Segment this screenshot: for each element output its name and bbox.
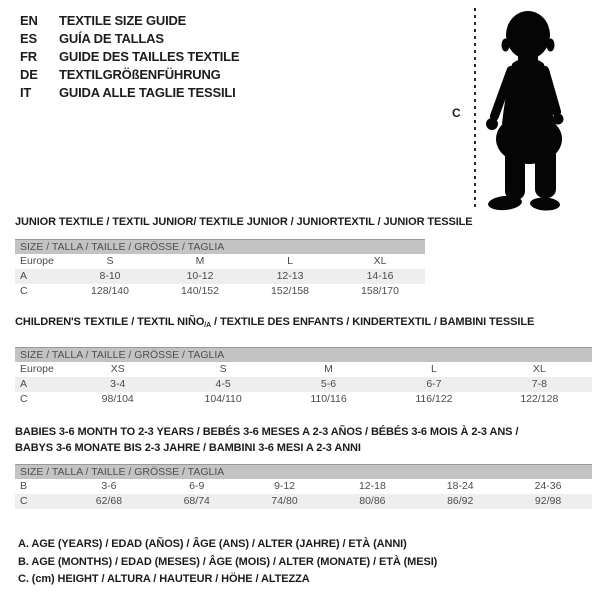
language-code: IT bbox=[20, 85, 32, 100]
age-cell: 3-4 bbox=[110, 378, 126, 390]
height-cell: 140/152 bbox=[181, 285, 219, 297]
height-cell: 158/170 bbox=[361, 285, 399, 297]
age-cell: 14-16 bbox=[366, 270, 394, 282]
height-cell: 116/122 bbox=[415, 393, 453, 405]
size-cell: XL bbox=[532, 363, 546, 375]
height-cell: 110/116 bbox=[310, 393, 347, 405]
language-label: TEXTILE SIZE GUIDE bbox=[59, 13, 187, 28]
language-code: DE bbox=[20, 67, 38, 82]
age-cell: 24-36 bbox=[534, 480, 562, 492]
language-row bbox=[20, 48, 239, 66]
size-table-header: SIZE / TALLA / TAILLE / GRÖSSE / TAGLIA bbox=[15, 239, 425, 254]
age-cell: 10-12 bbox=[186, 270, 214, 282]
row-label: Europe bbox=[20, 363, 54, 375]
language-label: GUIDA ALLE TAGLIE TESSILI bbox=[59, 85, 236, 100]
table-row-height bbox=[15, 284, 425, 299]
toddler-silhouette-icon bbox=[483, 8, 580, 212]
height-cell: 122/128 bbox=[520, 393, 559, 405]
age-cell: 5-6 bbox=[320, 378, 337, 390]
babies-section-title-line2: BABYS 3-6 MONATE BIS 2-3 JAHRE / BAMBINI 3-6 MESI A 2-3 ANNI bbox=[15, 442, 361, 454]
height-cell: 128/140 bbox=[91, 285, 129, 297]
size-cell: S bbox=[219, 363, 227, 375]
age-cell: 12-18 bbox=[358, 480, 386, 492]
language-code: FR bbox=[20, 49, 37, 64]
height-cell: 98/104 bbox=[101, 393, 134, 405]
age-cell: 4-5 bbox=[215, 378, 231, 390]
size-table-header: SIZE / TALLA / TAILLE / GRÖSSE / TAGLIA bbox=[15, 464, 592, 479]
height-cell: 80/86 bbox=[359, 495, 386, 507]
age-cell: 8-10 bbox=[99, 270, 121, 282]
language-label: GUÍA DE TALLAS bbox=[59, 31, 164, 46]
language-header bbox=[20, 12, 239, 102]
row-label: A bbox=[20, 270, 28, 282]
table-row-age bbox=[15, 377, 592, 392]
junior-section-title: JUNIOR TEXTILE / TEXTIL JUNIOR/ TEXTILE JUNIOR / JUNIORTEXTIL / JUNIOR TESSILE bbox=[15, 216, 473, 228]
height-cell: 68/74 bbox=[183, 495, 210, 507]
height-cell: 74/80 bbox=[271, 495, 298, 507]
height-cell: 92/98 bbox=[534, 495, 562, 507]
height-measure-dotted-line bbox=[474, 8, 476, 211]
table-row-europe bbox=[15, 362, 592, 377]
children-title-subscript: /A bbox=[204, 322, 212, 329]
table-row-height bbox=[15, 392, 592, 407]
size-cell: M bbox=[324, 363, 333, 375]
measurement-legend bbox=[18, 536, 437, 589]
children-title-pre: CHILDREN'S TEXTILE / TEXTIL NIÑO bbox=[15, 316, 205, 328]
size-cell: L bbox=[287, 255, 293, 267]
height-cell: 152/158 bbox=[271, 285, 309, 297]
height-cell: 104/110 bbox=[204, 393, 242, 405]
row-label: B bbox=[20, 480, 28, 492]
children-section-title bbox=[15, 316, 534, 329]
language-label: GUIDE DES TAILLES TEXTILE bbox=[59, 49, 240, 64]
language-row bbox=[20, 66, 239, 84]
size-cell: S bbox=[106, 255, 114, 267]
table-row-age bbox=[15, 269, 425, 284]
age-cell: 6-9 bbox=[189, 480, 205, 492]
table-row-height bbox=[15, 494, 592, 509]
age-cell: 9-12 bbox=[274, 480, 296, 492]
babies-section-title-line1: BABIES 3-6 MONTH TO 2-3 YEARS / BEBÉS 3-6 MESES A 2-3 AÑOS / BÉBÉS 3-6 MOIS À 2-3 ANS / bbox=[15, 426, 519, 438]
junior-size-table bbox=[15, 239, 425, 299]
legend-height-cm: C. (cm) HEIGHT / ALTURA / HAUTEUR / HÖHE / ALTEZZA bbox=[18, 573, 310, 585]
height-marker-label: C bbox=[452, 106, 461, 120]
row-label: A bbox=[20, 378, 28, 390]
size-cell: L bbox=[431, 363, 437, 375]
language-code: ES bbox=[20, 31, 37, 46]
size-cell: XS bbox=[110, 363, 125, 375]
legend-age-months: B. AGE (MONTHS) / EDAD (MESES) / ÂGE (MOIS) / ALTER (MONATE) / ETÀ (MESI) bbox=[18, 555, 438, 568]
row-label: C bbox=[20, 285, 28, 297]
age-cell: 3-6 bbox=[101, 480, 117, 492]
children-title-post: / TEXTILE DES ENFANTS / KINDERTEXTIL / BAMBINI TESSILE bbox=[211, 316, 535, 328]
language-row bbox=[20, 84, 239, 102]
language-label: TEXTILGRÖßENFÜHRUNG bbox=[59, 67, 221, 82]
children-size-table bbox=[15, 347, 592, 407]
age-cell: 18-24 bbox=[446, 480, 474, 492]
size-cell: XL bbox=[373, 255, 387, 267]
legend-age-years: A. AGE (YEARS) / EDAD (AÑOS) / ÂGE (ANS) / ALTER (JAHRE) / ETÀ (ANNI) bbox=[18, 538, 407, 550]
language-row bbox=[20, 30, 239, 48]
height-cell: 62/68 bbox=[95, 495, 123, 507]
height-cell: 86/92 bbox=[447, 495, 474, 507]
row-label: C bbox=[20, 495, 28, 507]
language-row bbox=[20, 12, 239, 30]
size-table-header: SIZE / TALLA / TAILLE / GRÖSSE / TAGLIA bbox=[15, 347, 592, 362]
age-cell: 6-7 bbox=[426, 378, 442, 390]
table-row-age-months bbox=[15, 479, 592, 494]
language-code: EN bbox=[20, 13, 38, 28]
babies-size-table bbox=[15, 464, 592, 509]
row-label: Europe bbox=[20, 255, 54, 267]
age-cell: 7-8 bbox=[531, 378, 547, 390]
age-cell: 12-13 bbox=[276, 270, 304, 282]
size-cell: M bbox=[195, 255, 205, 267]
table-row-europe bbox=[15, 254, 425, 269]
row-label: C bbox=[20, 393, 28, 405]
